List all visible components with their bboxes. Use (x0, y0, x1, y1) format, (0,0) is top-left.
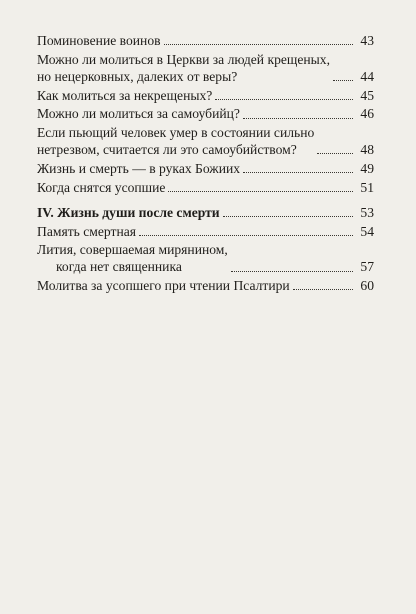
toc-entry-line: нетрезвом, считается ли это самоубийством? (37, 142, 297, 158)
toc-entry (37, 87, 374, 104)
toc-page-number: 51 (360, 179, 374, 195)
toc-section-heading (37, 204, 374, 221)
toc-entry (37, 124, 374, 158)
leader-dots (231, 271, 353, 272)
toc-entry-title: Можно ли молиться за самоубийц? (37, 106, 240, 122)
toc-entry-title: Когда снятся усопшие (37, 179, 166, 195)
toc-entry (37, 277, 374, 294)
leader-dots (168, 191, 353, 192)
leader-dots (317, 153, 353, 154)
leader-dots (293, 289, 353, 290)
toc-entry-line: Можно ли молиться в Церкви за людей крещеных, (37, 51, 331, 67)
toc-entry-title (37, 241, 228, 275)
toc-entry-title: Жизнь и смерть — в руках Божиих (37, 160, 241, 176)
toc-page-number: 53 (360, 204, 374, 220)
leader-dots (223, 216, 353, 217)
toc-page-number: 49 (360, 160, 374, 176)
toc-page-number: 44 (360, 68, 374, 84)
toc-entry-line: Если пьющий человек умер в состоянии сильно (37, 125, 315, 141)
toc-entry-title: Поминовение воинов (37, 33, 161, 48)
toc-entry-title (37, 124, 314, 158)
toc-entry-line: Лития, совершаемая мирянином, (37, 242, 228, 258)
toc-page-number: 48 (360, 142, 374, 158)
section-title: IV. Жизнь души после смерти (37, 204, 220, 220)
toc-page-number: 60 (360, 278, 374, 294)
leader-dots (243, 118, 353, 119)
leader-dots (243, 172, 353, 173)
table-of-contents (37, 32, 374, 296)
toc-entry (37, 51, 374, 85)
toc-page-number: 54 (360, 223, 374, 239)
toc-entry-title: Молитва за усопшего при чтении Псалтири (37, 278, 290, 294)
toc-entry-line: но нецерковных, далеких от веры? (37, 68, 238, 84)
leader-dots (139, 235, 353, 236)
toc-entry (37, 241, 374, 275)
toc-entry (37, 223, 374, 240)
leader-dots (164, 44, 353, 45)
toc-page-number: 45 (360, 87, 374, 103)
toc-entry (37, 105, 374, 122)
toc-entry (37, 179, 374, 196)
toc-entry (37, 32, 374, 49)
toc-entry (37, 160, 374, 177)
toc-page-number: 57 (360, 259, 374, 275)
toc-page-number: 46 (360, 106, 374, 122)
toc-entry-title: Как молиться за некрещеных? (37, 87, 213, 103)
leader-dots (333, 80, 353, 81)
toc-page-number: 43 (360, 33, 374, 48)
toc-entry-title (37, 51, 330, 85)
toc-entry-line: когда нет священника (56, 259, 182, 275)
toc-entry-title: Память смертная (37, 223, 137, 239)
leader-dots (215, 99, 353, 100)
